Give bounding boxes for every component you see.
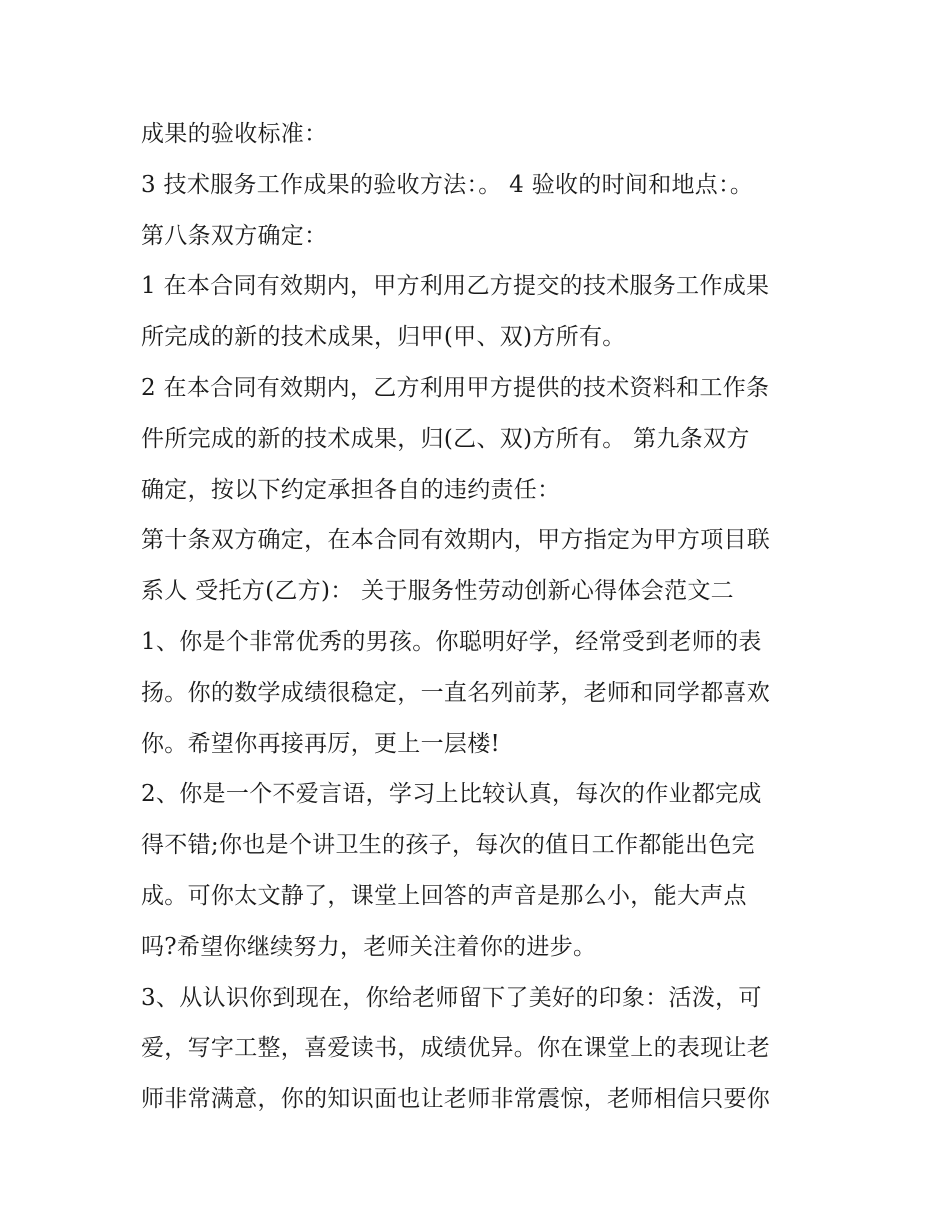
text-line: 所完成的新的技术成果，归甲(甲、双)方所有。 [141,324,626,351]
text-line: 师非常满意，你的知识面也让老师非常震惊，老师相信只要你 [141,1086,771,1113]
text-line: 1 在本合同有效期内，甲方利用乙方提交的技术服务工作成果 [141,273,770,300]
text-line: 成。可你太文静了，课堂上回答的声音是那么小，能大声点 [141,882,747,909]
text-line: 2、你是一个不爱言语，学习上比较认真，每次的作业都完成 [141,781,762,808]
text-line: 扬。你的数学成绩很稳定，一直名列前茅，老师和同学都喜欢 [141,679,771,706]
text-line: 第十条双方确定，在本合同有效期内，甲方指定为甲方项目联 [141,527,771,554]
text-line: 1、你是个非常优秀的男孩。你聪明好学，经常受到老师的表 [141,628,762,655]
text-line: 确定，按以下约定承担各自的违约责任： [141,476,561,503]
text-line: 件所完成的新的技术成果，归(乙、双)方所有。 第九条双方 [141,425,750,452]
text-line: 第八条双方确定： [141,222,328,249]
text-line: 你。希望你再接再厉，更上一层楼! [141,730,501,757]
text-line: 吗?希望你继续努力，老师关注着你的进步。 [141,933,597,960]
text-line: 成果的验收标准： [141,121,328,147]
text-line: 得不错;你也是个讲卫生的孩子，每次的值日工作都能出色完 [141,832,755,859]
text-line: 3 技术服务工作成果的验收方法：。 4 验收的时间和地点：。 [141,171,754,198]
document-body [141,109,831,1125]
text-line: 2 在本合同有效期内，乙方利用甲方提供的技术资料和工作条 [141,374,770,401]
text-line: 3、从认识你到现在，你给老师留下了美好的印象：活泼，可 [141,984,762,1011]
text-line: 爱，写字工整，喜爱读书，成绩优异。你在课堂上的表现让老 [141,1035,771,1062]
text-line: 系人 受托方(乙方)： 关于服务性劳动创新心得体会范文二 [141,578,734,605]
